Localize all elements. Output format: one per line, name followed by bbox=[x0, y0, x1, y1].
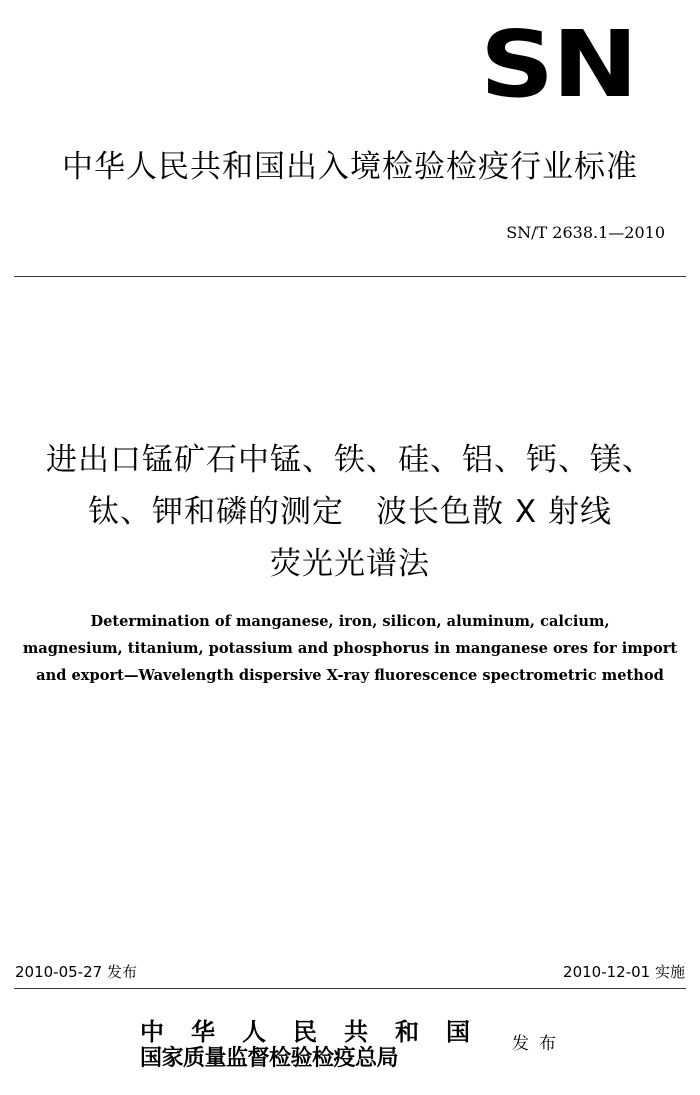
top-divider bbox=[14, 276, 686, 277]
standard-code: SN/T 2638.1—2010 bbox=[506, 223, 665, 242]
chinese-title-line-2: 钛、钾和磷的测定 波长色散 X 射线 bbox=[88, 494, 612, 530]
publish-label: 发布 bbox=[512, 1034, 566, 1054]
bottom-divider bbox=[14, 988, 686, 989]
publisher-line-1: 中华人民共和国 bbox=[140, 1017, 497, 1046]
publisher-line-2: 国家质量监督检验检疫总局 bbox=[140, 1045, 399, 1071]
issue-date: 2010-05-27 发布 bbox=[15, 963, 137, 981]
chinese-title-line-3: 荧光光谱法 bbox=[270, 546, 430, 582]
english-title-line-2: magnesium, titanium, potassium and phosphorus in manganese ores for import bbox=[22, 640, 678, 657]
implementation-date: 2010-12-01 实施 bbox=[563, 963, 685, 981]
english-title bbox=[20, 608, 680, 689]
chinese-title-line-1: 进出口锰矿石中锰、铁、硅、铝、钙、镁、 bbox=[46, 442, 654, 478]
english-title-line-3: and export—Wavelength dispersive X-ray fluorescence spectrometric method bbox=[36, 667, 664, 684]
chinese-title bbox=[0, 434, 700, 590]
standard-category-heading: 中华人民共和国出入境检验检疫行业标准 bbox=[62, 149, 638, 185]
sn-logo: SN bbox=[480, 11, 636, 118]
english-title-line-1: Determination of manganese, iron, silicon, aluminum, calcium, bbox=[90, 613, 610, 630]
